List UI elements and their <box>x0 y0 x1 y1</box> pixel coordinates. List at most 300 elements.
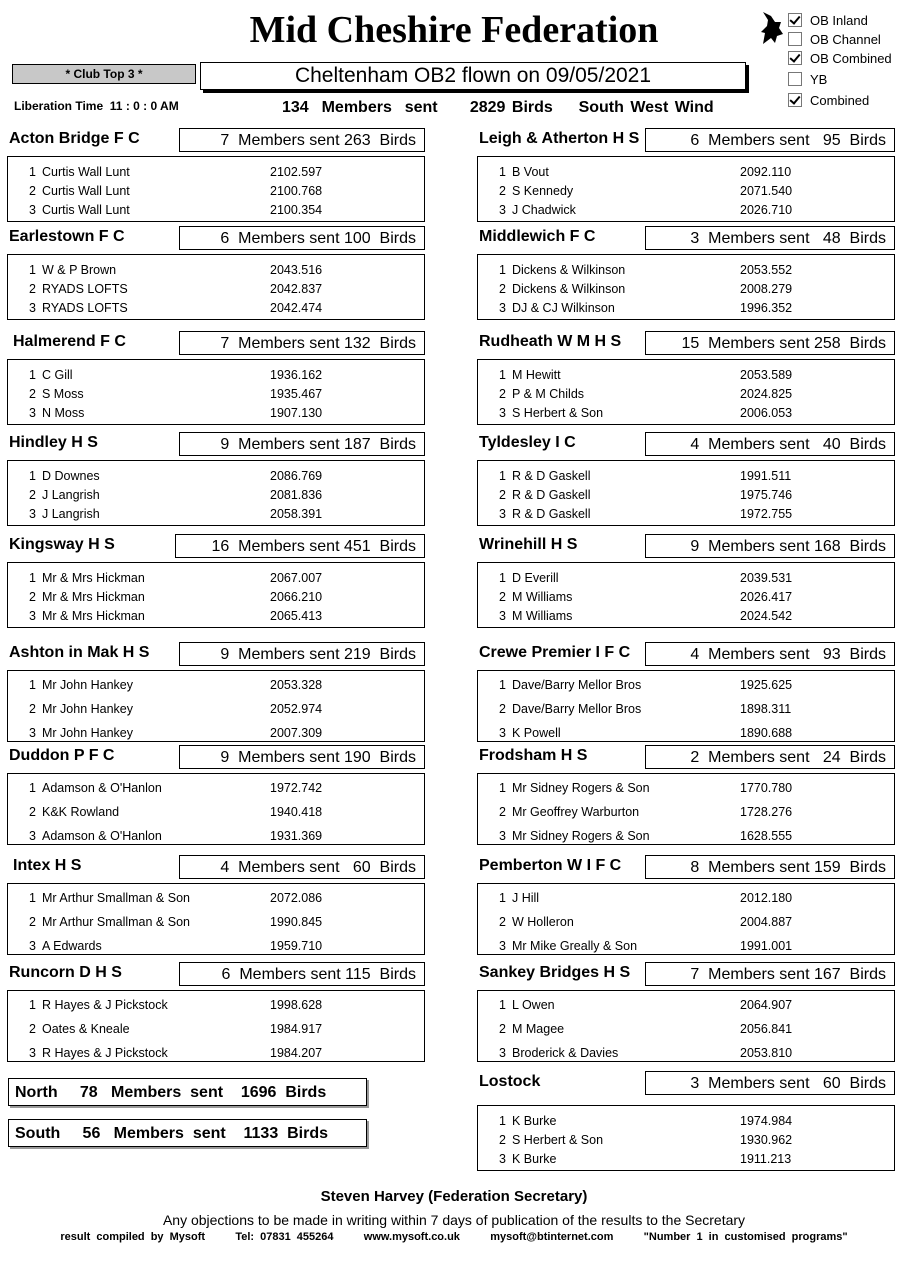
position: 1 <box>29 165 36 179</box>
velocity: 2004.887 <box>740 915 793 929</box>
fancier-name: Dave/Barry Mellor Bros <box>512 678 642 692</box>
fancier-name: R Hayes & J Pickstock <box>42 1046 168 1060</box>
fancier-name: J Langrish <box>42 488 100 502</box>
velocity: 2006.053 <box>740 406 793 420</box>
club-members-sent: 9 Members sent 168 Birds <box>645 534 895 558</box>
club-results-box <box>477 670 895 742</box>
fancier-name: J Hill <box>512 891 540 905</box>
velocity: 1972.755 <box>740 507 793 521</box>
club-members-sent: 6 Members sent 95 Birds <box>645 128 895 152</box>
fancier-name: R & D Gaskell <box>512 507 591 521</box>
checkbox-icon[interactable] <box>788 93 802 107</box>
fancier-name: Mr & Mrs Hickman <box>42 590 145 604</box>
total-north: North 78 Members sent 1696 Birds <box>8 1078 367 1106</box>
page-title: Mid Cheshire Federation <box>249 9 659 51</box>
option-ob-inland[interactable] <box>788 13 868 29</box>
position: 2 <box>29 805 36 819</box>
club-results-box <box>7 562 425 628</box>
position: 3 <box>499 1152 506 1166</box>
velocity: 2100.768 <box>270 184 323 198</box>
velocity: 1998.628 <box>270 998 323 1012</box>
position: 1 <box>499 1114 506 1128</box>
club-name: Duddon P F C <box>9 747 115 764</box>
velocity: 2056.841 <box>740 1022 793 1036</box>
club-results-box <box>7 156 425 222</box>
position: 1 <box>29 891 36 905</box>
position: 2 <box>499 488 506 502</box>
table-row <box>8 608 424 624</box>
fancier-name: Mr Arthur Smallman & Son <box>42 915 190 929</box>
club-results-box <box>7 773 425 845</box>
race-title: Cheltenham OB2 flown on 09/05/2021 <box>200 62 746 90</box>
table-row <box>478 1151 894 1167</box>
table-row <box>8 300 424 316</box>
table-row <box>478 405 894 421</box>
position: 2 <box>29 184 36 198</box>
fancier-name: Dickens & Wilkinson <box>512 263 626 277</box>
club-members-sent: 7 Members sent 263 Birds <box>179 128 425 152</box>
position: 1 <box>499 368 506 382</box>
table-row <box>8 997 424 1013</box>
fancier-name: M Williams <box>512 609 573 623</box>
table-row <box>478 608 894 624</box>
table-row <box>478 202 894 218</box>
fancier-name: Broderick & Davies <box>512 1046 619 1060</box>
position: 1 <box>29 263 36 277</box>
table-row <box>8 183 424 199</box>
club-results-box <box>477 460 895 526</box>
table-row <box>8 164 424 180</box>
position: 2 <box>29 1022 36 1036</box>
velocity: 1990.845 <box>270 915 323 929</box>
velocity: 1628.555 <box>740 829 793 843</box>
table-row <box>478 506 894 522</box>
table-row <box>478 183 894 199</box>
position: 1 <box>499 571 506 585</box>
fancier-name: Mr & Mrs Hickman <box>42 609 145 623</box>
fancier-name: DJ & CJ Wilkinson <box>512 301 615 315</box>
club-members-sent: 4 Members sent 40 Birds <box>645 432 895 456</box>
club-results-box <box>7 883 425 955</box>
club-name: Halmerend F C <box>13 333 126 350</box>
fancier-name: L Owen <box>512 998 555 1012</box>
position: 1 <box>499 263 506 277</box>
fancier-name: RYADS LOFTS <box>42 301 128 315</box>
fancier-name: Mr Sidney Rogers & Son <box>512 829 650 843</box>
fancier-name: Mr Arthur Smallman & Son <box>42 891 190 905</box>
table-row <box>8 405 424 421</box>
position: 2 <box>499 805 506 819</box>
velocity: 1911.213 <box>740 1152 792 1166</box>
checkbox-icon[interactable] <box>788 13 802 27</box>
table-row <box>478 914 894 930</box>
fancier-name: S Moss <box>42 387 84 401</box>
table-row <box>478 701 894 717</box>
table-row <box>478 677 894 693</box>
fancier-name: K Powell <box>512 726 561 740</box>
position: 2 <box>499 184 506 198</box>
position: 3 <box>499 1046 506 1060</box>
velocity: 2064.907 <box>740 998 793 1012</box>
fancier-name: W & P Brown <box>42 263 117 277</box>
position: 1 <box>499 781 506 795</box>
table-row <box>478 938 894 954</box>
table-row <box>478 487 894 503</box>
fancier-name: B Vout <box>512 165 549 179</box>
velocity: 1728.276 <box>740 805 793 819</box>
club-name: Rudheath W M H S <box>479 333 622 350</box>
club-results-box <box>7 460 425 526</box>
table-row <box>478 386 894 402</box>
club-members-sent: 2 Members sent 24 Birds <box>645 745 895 769</box>
velocity: 1974.984 <box>740 1114 793 1128</box>
velocity: 2042.837 <box>270 282 323 296</box>
velocity: 1991.001 <box>740 939 793 953</box>
table-row <box>478 367 894 383</box>
club-name: Kingsway H S <box>9 536 115 553</box>
table-row <box>8 468 424 484</box>
table-row <box>478 780 894 796</box>
club-results-box <box>7 670 425 742</box>
club-members-sent: 7 Members sent 132 Birds <box>179 331 425 355</box>
club-members-sent: 3 Members sent 48 Birds <box>645 226 895 250</box>
velocity: 2072.086 <box>270 891 323 905</box>
velocity: 1931.369 <box>270 829 323 843</box>
option-ob-channel[interactable] <box>788 32 881 48</box>
club-results-box <box>477 156 895 222</box>
velocity: 2026.417 <box>740 590 793 604</box>
fancier-name: Oates & Kneale <box>42 1022 130 1036</box>
table-row <box>8 890 424 906</box>
position: 3 <box>29 939 36 953</box>
fancier-name: D Downes <box>42 469 100 483</box>
fancier-name: W Holleron <box>512 915 574 929</box>
velocity: 1975.746 <box>740 488 793 502</box>
fancier-name: Mr John Hankey <box>42 702 134 716</box>
velocity: 2052.974 <box>270 702 323 716</box>
fancier-name: Mr Mike Greally & Son <box>512 939 638 953</box>
velocity: 2053.328 <box>270 678 323 692</box>
table-row <box>8 487 424 503</box>
position: 3 <box>29 829 36 843</box>
table-row <box>478 804 894 820</box>
position: 2 <box>29 387 36 401</box>
table-row <box>8 281 424 297</box>
pigeon-icon <box>759 10 785 46</box>
table-row <box>8 804 424 820</box>
velocity: 1935.467 <box>270 387 323 401</box>
position: 2 <box>499 387 506 401</box>
club-name: Crewe Premier I F C <box>479 644 631 661</box>
velocity: 2026.710 <box>740 203 793 217</box>
fancier-name: R Hayes & J Pickstock <box>42 998 168 1012</box>
position: 3 <box>29 203 36 217</box>
club-top-tag: * Club Top 3 * <box>12 64 196 84</box>
club-results-box <box>477 883 895 955</box>
fancier-name: RYADS LOFTS <box>42 282 128 296</box>
position: 2 <box>29 488 36 502</box>
position: 1 <box>29 678 36 692</box>
fancier-name: Curtis Wall Lunt <box>42 184 130 198</box>
position: 3 <box>29 1046 36 1060</box>
fancier-name: R & D Gaskell <box>512 488 591 502</box>
velocity: 2008.279 <box>740 282 793 296</box>
position: 1 <box>499 469 506 483</box>
table-row <box>8 202 424 218</box>
fancier-name: Dave/Barry Mellor Bros <box>512 702 642 716</box>
club-name: Lostock <box>479 1073 541 1090</box>
position: 3 <box>29 507 36 521</box>
club-name: Acton Bridge F C <box>9 130 140 147</box>
position: 2 <box>499 282 506 296</box>
fancier-name: J Chadwick <box>512 203 576 217</box>
club-results-box <box>477 773 895 845</box>
club-name: Earlestown F C <box>9 228 125 245</box>
club-members-sent: 4 Members sent 93 Birds <box>645 642 895 666</box>
club-members-sent: 4 Members sent 60 Birds <box>179 855 425 879</box>
velocity: 1940.418 <box>270 805 323 819</box>
fancier-name: R & D Gaskell <box>512 469 591 483</box>
fancier-name: M Williams <box>512 590 573 604</box>
velocity: 2039.531 <box>740 571 793 585</box>
velocity: 2065.413 <box>270 609 323 623</box>
position: 2 <box>499 702 506 716</box>
table-row <box>478 828 894 844</box>
fancier-name: Mr John Hankey <box>42 678 134 692</box>
table-row <box>8 1021 424 1037</box>
fancier-name: Dickens & Wilkinson <box>512 282 626 296</box>
velocity: 2053.552 <box>740 263 793 277</box>
fancier-name: Adamson & O'Hanlon <box>42 781 162 795</box>
velocity: 2053.589 <box>740 368 793 382</box>
fancier-name: D Everill <box>512 571 559 585</box>
option-ob-combined[interactable] <box>788 51 892 67</box>
race-summary: 134 Members sent 2829 Birds South West Wind <box>282 99 714 116</box>
velocity: 2012.180 <box>740 891 793 905</box>
position: 3 <box>499 301 506 315</box>
club-name: Pemberton W I F C <box>479 857 622 874</box>
velocity: 2102.597 <box>270 165 323 179</box>
fancier-name: Mr John Hankey <box>42 726 134 740</box>
option-label: OB Channel <box>810 32 881 47</box>
table-row <box>8 386 424 402</box>
club-members-sent: 6 Members sent 100 Birds <box>179 226 425 250</box>
position: 3 <box>29 609 36 623</box>
objection-notice: Any objections to be made in writing within 7 days of publication of the results to the Secretary <box>162 1212 746 1228</box>
position: 2 <box>29 282 36 296</box>
velocity: 2007.309 <box>270 726 323 740</box>
table-row <box>8 506 424 522</box>
fancier-name: Mr Geoffrey Warburton <box>512 805 640 819</box>
table-row <box>478 300 894 316</box>
club-name: Middlewich F C <box>479 228 596 245</box>
position: 3 <box>499 609 506 623</box>
table-row <box>8 677 424 693</box>
velocity: 2071.540 <box>740 184 793 198</box>
checkbox-icon[interactable] <box>788 32 802 46</box>
option-label: YB <box>810 72 828 87</box>
position: 2 <box>499 915 506 929</box>
velocity: 1936.162 <box>270 368 323 382</box>
table-row <box>478 997 894 1013</box>
velocity: 2081.836 <box>270 488 323 502</box>
fancier-name: Mr Sidney Rogers & Son <box>512 781 650 795</box>
velocity: 2092.110 <box>740 165 792 179</box>
table-row <box>478 725 894 741</box>
position: 1 <box>29 469 36 483</box>
fancier-name: Curtis Wall Lunt <box>42 165 130 179</box>
table-row <box>8 1045 424 1061</box>
table-row <box>8 780 424 796</box>
position: 1 <box>499 998 506 1012</box>
checkbox-icon[interactable] <box>788 72 802 86</box>
velocity: 1991.511 <box>740 469 792 483</box>
position: 1 <box>499 891 506 905</box>
table-row <box>478 589 894 605</box>
velocity: 2053.810 <box>740 1046 793 1060</box>
option-label: OB Inland <box>810 13 868 28</box>
velocity: 2043.516 <box>270 263 323 277</box>
table-row <box>478 262 894 278</box>
club-members-sent: 9 Members sent 219 Birds <box>179 642 425 666</box>
position: 2 <box>499 1133 506 1147</box>
table-row <box>8 367 424 383</box>
option-combined[interactable] <box>788 93 869 109</box>
velocity: 2058.391 <box>270 507 323 521</box>
fancier-name: M Magee <box>512 1022 565 1036</box>
table-row <box>478 570 894 586</box>
velocity: 2067.007 <box>270 571 323 585</box>
velocity: 1996.352 <box>740 301 793 315</box>
velocity: 2100.354 <box>270 203 323 217</box>
club-members-sent: 8 Members sent 159 Birds <box>645 855 895 879</box>
table-row <box>8 725 424 741</box>
velocity: 2042.474 <box>270 301 323 315</box>
option-label: Combined <box>810 93 870 108</box>
position: 1 <box>29 998 36 1012</box>
position: 1 <box>29 368 36 382</box>
velocity: 1984.207 <box>270 1046 323 1060</box>
position: 3 <box>499 507 506 521</box>
table-row <box>8 262 424 278</box>
fancier-name: Curtis Wall Lunt <box>42 203 130 217</box>
velocity: 1907.130 <box>270 406 323 420</box>
credits-line: result compiled by Mysoft Tel: 07831 455264 www.mysoft.co.uk mysoft@btinternet.com "Number 1 in customised programs" <box>60 1231 848 1243</box>
position: 2 <box>29 702 36 716</box>
liberation-time: Liberation Time 11 : 0 : 0 AM <box>14 99 179 113</box>
total-south: South 56 Members sent 1133 Birds <box>8 1119 367 1147</box>
velocity: 2066.210 <box>270 590 323 604</box>
position: 1 <box>499 165 506 179</box>
table-row <box>478 1045 894 1061</box>
option-label: OB Combined <box>810 51 892 66</box>
velocity: 2086.769 <box>270 469 323 483</box>
position: 3 <box>29 301 36 315</box>
checkbox-icon[interactable] <box>788 51 802 65</box>
club-results-box <box>7 990 425 1062</box>
position: 3 <box>499 829 506 843</box>
club-members-sent: 3 Members sent 60 Birds <box>645 1071 895 1095</box>
club-results-box <box>477 1105 895 1171</box>
table-row <box>8 938 424 954</box>
velocity: 1925.625 <box>740 678 793 692</box>
table-row <box>478 468 894 484</box>
velocity: 1770.780 <box>740 781 793 795</box>
position: 3 <box>29 406 36 420</box>
position: 2 <box>29 590 36 604</box>
position: 2 <box>499 1022 506 1036</box>
position: 2 <box>499 590 506 604</box>
club-name: Runcorn D H S <box>9 964 122 981</box>
table-row <box>8 828 424 844</box>
position: 1 <box>29 781 36 795</box>
table-row <box>478 1021 894 1037</box>
velocity: 1930.962 <box>740 1133 793 1147</box>
position: 2 <box>29 915 36 929</box>
position: 3 <box>499 406 506 420</box>
table-row <box>8 570 424 586</box>
club-members-sent: 9 Members sent 187 Birds <box>179 432 425 456</box>
fancier-name: K Burke <box>512 1152 557 1166</box>
velocity: 2024.825 <box>740 387 793 401</box>
table-row <box>8 914 424 930</box>
option-yb[interactable] <box>788 72 827 88</box>
velocity: 2024.542 <box>740 609 793 623</box>
fancier-name: Adamson & O'Hanlon <box>42 829 162 843</box>
club-results-box <box>477 562 895 628</box>
fancier-name: Mr & Mrs Hickman <box>42 571 145 585</box>
position: 3 <box>499 726 506 740</box>
fancier-name: K Burke <box>512 1114 557 1128</box>
position: 1 <box>499 678 506 692</box>
club-members-sent: 9 Members sent 190 Birds <box>179 745 425 769</box>
club-results-box <box>477 254 895 320</box>
table-row <box>478 164 894 180</box>
club-name: Intex H S <box>13 857 82 874</box>
position: 3 <box>29 726 36 740</box>
club-members-sent: 15 Members sent 258 Birds <box>645 331 895 355</box>
velocity: 1890.688 <box>740 726 793 740</box>
club-members-sent: 16 Members sent 451 Birds <box>175 534 425 558</box>
club-name: Hindley H S <box>9 434 98 451</box>
club-members-sent: 6 Members sent 115 Birds <box>179 962 425 986</box>
fancier-name: K&K Rowland <box>42 805 120 819</box>
table-row <box>478 1113 894 1129</box>
fancier-name: C Gill <box>42 368 73 382</box>
club-results-box <box>7 359 425 425</box>
secretary-line: Steven Harvey (Federation Secretary) <box>320 1188 588 1205</box>
velocity: 1898.311 <box>740 702 792 716</box>
velocity: 1959.710 <box>270 939 323 953</box>
table-row <box>478 1132 894 1148</box>
fancier-name: N Moss <box>42 406 85 420</box>
velocity: 1984.917 <box>270 1022 323 1036</box>
fancier-name: S Herbert & Son <box>512 406 604 420</box>
club-name: Sankey Bridges H S <box>479 964 631 981</box>
fancier-name: M Hewitt <box>512 368 561 382</box>
club-results-box <box>477 359 895 425</box>
fancier-name: P & M Childs <box>512 387 585 401</box>
club-members-sent: 7 Members sent 167 Birds <box>645 962 895 986</box>
position: 1 <box>29 571 36 585</box>
club-results-box <box>7 254 425 320</box>
position: 3 <box>499 939 506 953</box>
fancier-name: S Kennedy <box>512 184 574 198</box>
fancier-name: A Edwards <box>42 939 102 953</box>
table-row <box>478 281 894 297</box>
velocity: 1972.742 <box>270 781 323 795</box>
table-row <box>478 890 894 906</box>
